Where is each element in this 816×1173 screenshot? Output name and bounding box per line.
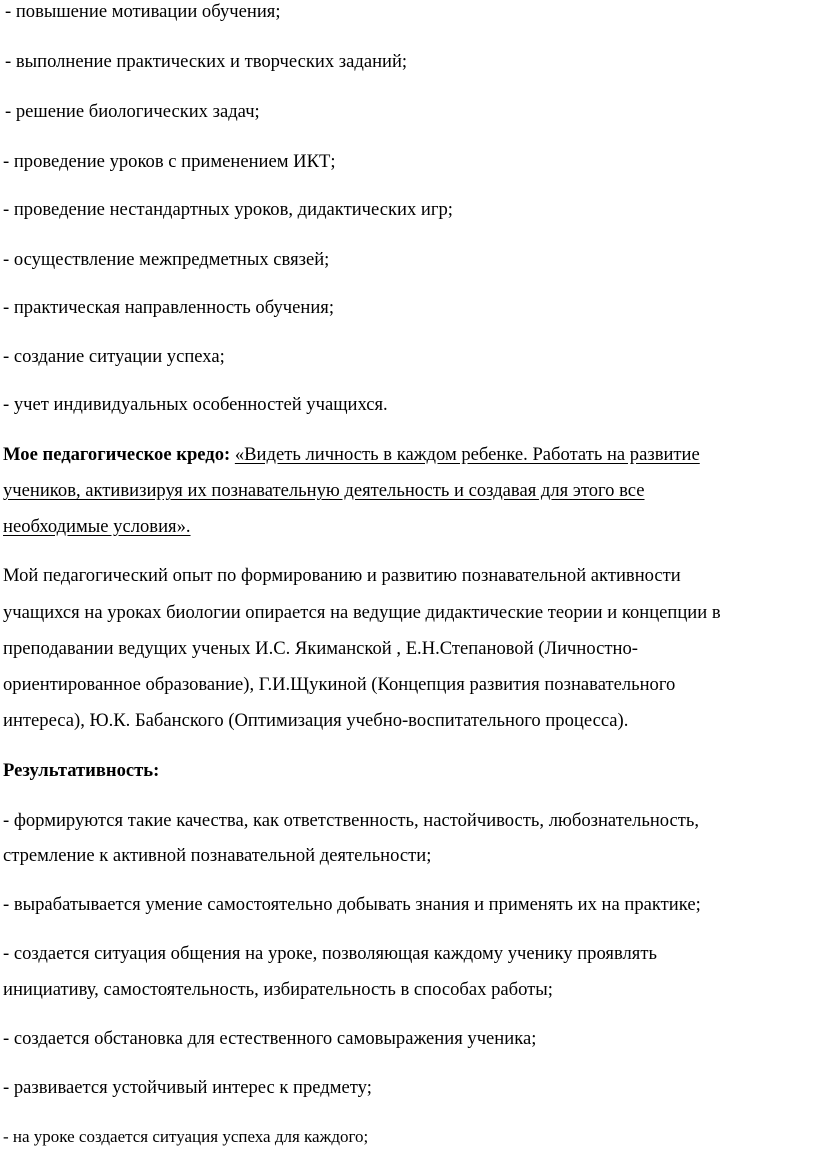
paragraph-line: учащихся на уроках биологии опирается на ведущие дидактические теории и концепции в: [3, 602, 721, 623]
result-line: стремление к активной познавательной деятельности;: [3, 845, 432, 866]
paragraph-line: преподавании ведущих ученых И.С. Якиманской , Е.Н.Степановой (Личностно-: [3, 638, 638, 659]
result-line: инициативу, самостоятельность, избирательность в способах работы;: [3, 979, 553, 1000]
list-item: - осуществление межпредметных связей;: [3, 249, 330, 270]
credo-line: [3, 444, 700, 466]
paragraph-line: интереса), Ю.К. Бабанского (Оптимизация учебно-воспитательного процесса).: [3, 710, 629, 731]
result-line: - создается обстановка для естественного самовыражения ученика;: [3, 1028, 537, 1049]
paragraph-line: ориентированное образование), Г.И.Щукиной (Концепция развития познавательного: [3, 674, 676, 695]
result-line: - создается ситуация общения на уроке, позволяющая каждому ученику проявлять: [3, 943, 657, 964]
credo-text: необходимые условия».: [3, 516, 191, 537]
result-line: - развивается устойчивый интерес к предмету;: [3, 1077, 372, 1098]
credo-text: «Видеть личность в каждом ребенке. Работать на развитие: [234, 444, 700, 465]
list-item: - решение биологических задач;: [5, 101, 260, 122]
result-line: - на уроке создается ситуация успеха для каждого;: [3, 1127, 369, 1146]
paragraph-line: Мой педагогический опыт по формированию и развитию познавательной активности: [3, 565, 681, 586]
result-line: - вырабатывается умение самостоятельно добывать знания и применять их на практике;: [3, 894, 701, 915]
list-item: - практическая направленность обучения;: [3, 297, 334, 318]
credo-text: учеников, активизируя их познавательную деятельность и создавая для этого все: [3, 480, 645, 501]
list-item: - проведение уроков с применением ИКТ;: [3, 151, 336, 172]
result-line: - формируются такие качества, как ответственность, настойчивость, любознательность,: [3, 810, 700, 831]
list-item: - учет индивидуальных особенностей учащихся.: [3, 394, 388, 415]
list-item: - повышение мотивации обучения;: [5, 1, 281, 22]
results-heading: Результативность:: [3, 760, 160, 781]
credo-label: Мое педагогическое кредо:: [3, 444, 231, 465]
list-item: - выполнение практических и творческих заданий;: [5, 51, 408, 72]
list-item: - создание ситуации успеха;: [3, 346, 225, 367]
list-item: - проведение нестандартных уроков, дидактических игр;: [3, 199, 453, 220]
